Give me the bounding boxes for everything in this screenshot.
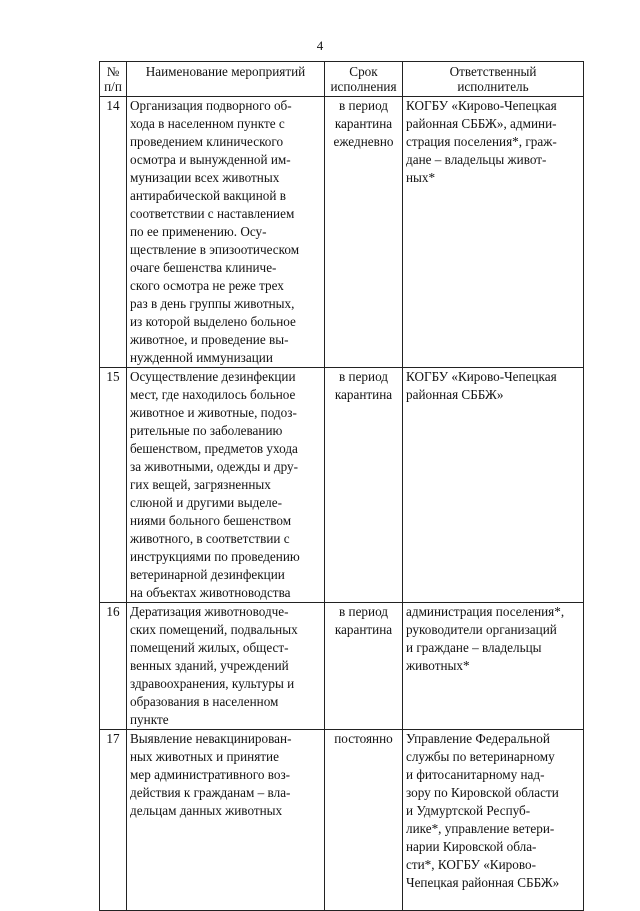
table-row: [100, 730, 584, 911]
responsible-executor-line: руководители организаций: [406, 622, 557, 637]
measure-name-line: мест, где находилось больное: [130, 387, 296, 402]
measure-name-line: проведением клинического: [130, 134, 284, 149]
row-number: 14: [100, 97, 127, 368]
responsible-executor-line: сти*, КОГБУ «Кирово-: [406, 857, 536, 872]
measure-name-line: на объектах животноводства: [130, 585, 291, 600]
measure-name-line: из которой выделено больное: [130, 314, 296, 329]
measure-name-line: ветеринарной дезинфекции: [130, 567, 285, 582]
responsible-executor: [403, 97, 584, 368]
responsible-executor-line: Чепецкая районная СББЖ»: [406, 875, 560, 890]
measure-name-line: мер административного воз-: [130, 767, 291, 782]
measure-name-line: животного, в соответствии с: [130, 531, 290, 546]
measure-name: [127, 97, 325, 368]
measure-name-line: антирабической вакциной в: [130, 188, 286, 203]
measure-name-line: ского осмотра не реже трех: [130, 278, 284, 293]
responsible-executor-line: лике*, управление ветери-: [406, 821, 555, 836]
execution-term-line: карантина: [334, 387, 393, 402]
execution-term-line: карантина: [334, 116, 393, 131]
header-responsible: Ответственный исполнитель: [403, 62, 584, 97]
table-header-row: [100, 62, 584, 97]
responsible-executor-line: ных*: [406, 170, 436, 185]
measure-name-line: Дератизация животноводче-: [130, 604, 289, 619]
measure-name-line: слюной и другими выделе-: [130, 495, 283, 510]
execution-term: [325, 97, 403, 368]
measure-name-line: образования в населенном: [130, 694, 279, 709]
responsible-executor-line: КОГБУ «Кирово-Чепецкая: [406, 98, 557, 113]
measure-name-line: пункте: [130, 712, 169, 727]
measure-name-line: мунизации всех животных: [130, 170, 280, 185]
measure-name-line: действия к гражданам – вла-: [130, 785, 291, 800]
measure-name-line: Организация подворного об-: [130, 98, 292, 113]
responsible-executor-line: администрация поселения*,: [406, 604, 565, 619]
responsible-executor-line: зору по Кировской области: [406, 785, 559, 800]
execution-term-line: в период: [338, 604, 388, 619]
measure-name-line: раз в день группы животных,: [130, 296, 295, 311]
responsible-executor-line: животных*: [406, 658, 470, 673]
responsible-executor-line: службы по ветеринарному: [406, 749, 555, 764]
measure-name-line: Выявление невакцинирован-: [130, 731, 292, 746]
measure-name-line: ществление в эпизоотическом: [130, 242, 300, 257]
responsible-executor-line: КОГБУ «Кирово-Чепецкая: [406, 369, 557, 384]
measures-table: [99, 61, 584, 911]
header-num: № п/п: [100, 62, 127, 97]
measure-name: [127, 730, 325, 911]
table-row: [100, 97, 584, 368]
measure-name-line: ских помещений, подвальных: [130, 622, 298, 637]
page-number: 4: [316, 38, 324, 53]
measure-name-line: осмотра и вынужденной им-: [130, 152, 291, 167]
execution-term-line: ежедневно: [333, 134, 394, 149]
execution-term-line: в период: [338, 369, 388, 384]
responsible-executor-line: районная СББЖ», админи-: [406, 116, 557, 131]
execution-term: [325, 603, 403, 730]
row-number: 17: [100, 730, 127, 911]
measure-name-line: животное и животные, подоз-: [130, 405, 297, 420]
responsible-executor-line: и Удмуртской Респуб-: [406, 803, 531, 818]
execution-term: [325, 730, 403, 911]
table-row: [100, 368, 584, 603]
responsible-executor: [403, 368, 584, 603]
execution-term-line: карантина: [334, 622, 393, 637]
measure-name-line: дельцам данных животных: [130, 803, 283, 818]
measure-name-line: соответствии с наставлением: [130, 206, 295, 221]
measure-name-line: хода в населенном пункте с: [130, 116, 285, 131]
execution-term-line: постоянно: [334, 731, 393, 746]
measure-name-line: животное, и проведение вы-: [130, 332, 289, 347]
responsible-executor-line: нарии Кировской обла-: [406, 839, 537, 854]
execution-term-line: в период: [338, 98, 388, 113]
measure-name-line: бешенством, предметов ухода: [130, 441, 298, 456]
measure-name-line: Осуществление дезинфекции: [130, 369, 296, 384]
responsible-executor-line: и граждане – владельцы: [406, 640, 542, 655]
responsible-executor-line: Управление Федеральной: [406, 731, 550, 746]
responsible-executor: [403, 603, 584, 730]
header-term: Срок исполнения: [325, 62, 403, 97]
row-number: 16: [100, 603, 127, 730]
measure-name-line: ных животных и принятие: [130, 749, 279, 764]
responsible-executor-line: и фитосанитарному над-: [406, 767, 545, 782]
measure-name-line: рительные по заболеванию: [130, 423, 283, 438]
measure-name: [127, 368, 325, 603]
measure-name-line: за животными, одежды и дру-: [130, 459, 298, 474]
measure-name-line: инструкциями по проведению: [130, 549, 300, 564]
responsible-executor-line: дане – владельцы живот-: [406, 152, 547, 167]
measure-name-line: здравоохранения, культуры и: [130, 676, 295, 691]
measure-name: [127, 603, 325, 730]
measure-name-line: гих вещей, загрязненных: [130, 477, 271, 492]
header-name: Наименование мероприятий: [127, 62, 325, 97]
table-row: [100, 603, 584, 730]
measure-name-line: нужденной иммунизации: [130, 350, 273, 365]
responsible-executor: [403, 730, 584, 911]
responsible-executor-line: страция поселения*, граж-: [406, 134, 557, 149]
execution-term: [325, 368, 403, 603]
measure-name-line: очаге бешенства клиниче-: [130, 260, 277, 275]
measure-name-line: ниями больного бешенством: [130, 513, 292, 528]
measure-name-line: венных зданий, учреждений: [130, 658, 289, 673]
row-number: 15: [100, 368, 127, 603]
responsible-executor-line: районная СББЖ»: [406, 387, 504, 402]
measure-name-line: помещений жилых, общест-: [130, 640, 289, 655]
measure-name-line: по ее применению. Осу-: [130, 224, 267, 239]
